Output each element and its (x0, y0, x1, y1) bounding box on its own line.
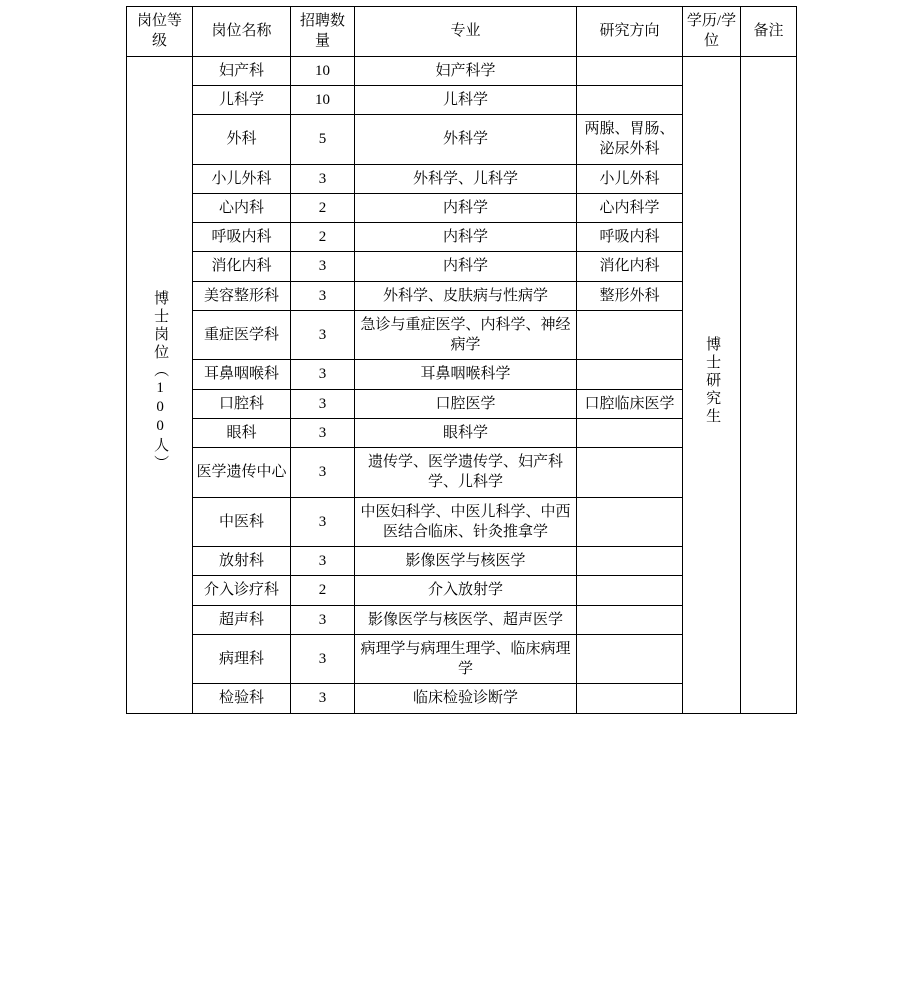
cell-major: 外科学、儿科学 (355, 164, 577, 193)
cell-position-name: 妇产科 (193, 56, 291, 85)
cell-major: 影像医学与核医学 (355, 547, 577, 576)
cell-count: 3 (291, 684, 355, 713)
grade-label: 博士岗位（100人） (152, 289, 169, 473)
cell-direction (577, 360, 683, 389)
cell-direction (577, 684, 683, 713)
header-education: 学历/学位 (683, 7, 741, 57)
cell-position-name: 中医科 (193, 497, 291, 547)
cell-major: 内科学 (355, 193, 577, 222)
cell-count: 3 (291, 389, 355, 418)
cell-count: 3 (291, 360, 355, 389)
cell-major: 内科学 (355, 223, 577, 252)
cell-count: 5 (291, 115, 355, 165)
cell-count: 3 (291, 310, 355, 360)
cell-position-name: 病理科 (193, 634, 291, 684)
cell-position-name: 口腔科 (193, 389, 291, 418)
header-count: 招聘数量 (291, 7, 355, 57)
cell-major: 外科学 (355, 115, 577, 165)
cell-count: 3 (291, 164, 355, 193)
cell-position-name: 眼科 (193, 418, 291, 447)
cell-grade (127, 56, 193, 713)
cell-direction (577, 310, 683, 360)
header-major: 专业 (355, 7, 577, 57)
cell-direction: 口腔临床医学 (577, 389, 683, 418)
cell-position-name: 呼吸内科 (193, 223, 291, 252)
cell-direction (577, 448, 683, 498)
cell-position-name: 检验科 (193, 684, 291, 713)
cell-major: 中医妇科学、中医儿科学、中西医结合临床、针灸推拿学 (355, 497, 577, 547)
cell-count: 10 (291, 56, 355, 85)
cell-position-name: 重症医学科 (193, 310, 291, 360)
cell-education (683, 56, 741, 713)
cell-direction (577, 576, 683, 605)
cell-major: 儿科学 (355, 85, 577, 114)
cell-direction (577, 634, 683, 684)
cell-position-name: 耳鼻咽喉科 (193, 360, 291, 389)
cell-count: 3 (291, 497, 355, 547)
table-header-row (127, 7, 797, 57)
cell-major: 妇产科学 (355, 56, 577, 85)
header-grade: 岗位等级 (127, 7, 193, 57)
cell-direction (577, 605, 683, 634)
cell-note (741, 56, 797, 713)
cell-position-name: 儿科学 (193, 85, 291, 114)
cell-direction: 整形外科 (577, 281, 683, 310)
cell-direction: 两腺、胃肠、泌尿外科 (577, 115, 683, 165)
cell-direction: 消化内科 (577, 252, 683, 281)
cell-major: 口腔医学 (355, 389, 577, 418)
cell-count: 2 (291, 223, 355, 252)
cell-count: 3 (291, 605, 355, 634)
cell-major: 介入放射学 (355, 576, 577, 605)
cell-position-name: 超声科 (193, 605, 291, 634)
header-direction: 研究方向 (577, 7, 683, 57)
cell-direction (577, 85, 683, 114)
cell-major: 眼科学 (355, 418, 577, 447)
cell-direction: 心内科学 (577, 193, 683, 222)
cell-count: 10 (291, 85, 355, 114)
cell-direction (577, 497, 683, 547)
cell-position-name: 消化内科 (193, 252, 291, 281)
cell-position-name: 外科 (193, 115, 291, 165)
cell-major: 急诊与重症医学、内科学、神经病学 (355, 310, 577, 360)
cell-position-name: 医学遗传中心 (193, 448, 291, 498)
cell-count: 3 (291, 448, 355, 498)
cell-direction: 小儿外科 (577, 164, 683, 193)
recruitment-table (126, 6, 797, 714)
cell-major: 耳鼻咽喉科学 (355, 360, 577, 389)
cell-position-name: 小儿外科 (193, 164, 291, 193)
cell-major: 外科学、皮肤病与性病学 (355, 281, 577, 310)
cell-direction (577, 418, 683, 447)
cell-position-name: 介入诊疗科 (193, 576, 291, 605)
cell-count: 2 (291, 576, 355, 605)
cell-count: 3 (291, 252, 355, 281)
cell-major: 病理学与病理生理学、临床病理学 (355, 634, 577, 684)
cell-count: 3 (291, 634, 355, 684)
cell-major: 内科学 (355, 252, 577, 281)
cell-major: 遗传学、医学遗传学、妇产科学、儿科学 (355, 448, 577, 498)
cell-position-name: 放射科 (193, 547, 291, 576)
header-note: 备注 (741, 7, 797, 57)
cell-major: 临床检验诊断学 (355, 684, 577, 713)
cell-direction (577, 56, 683, 85)
cell-position-name: 心内科 (193, 193, 291, 222)
document-page (0, 6, 917, 1006)
cell-major: 影像医学与核医学、超声医学 (355, 605, 577, 634)
cell-direction (577, 547, 683, 576)
cell-direction: 呼吸内科 (577, 223, 683, 252)
table-row (127, 56, 797, 85)
cell-count: 3 (291, 418, 355, 447)
header-name: 岗位名称 (193, 7, 291, 57)
cell-position-name: 美容整形科 (193, 281, 291, 310)
cell-count: 2 (291, 193, 355, 222)
cell-count: 3 (291, 547, 355, 576)
cell-count: 3 (291, 281, 355, 310)
education-label: 博士研究生 (704, 336, 721, 427)
